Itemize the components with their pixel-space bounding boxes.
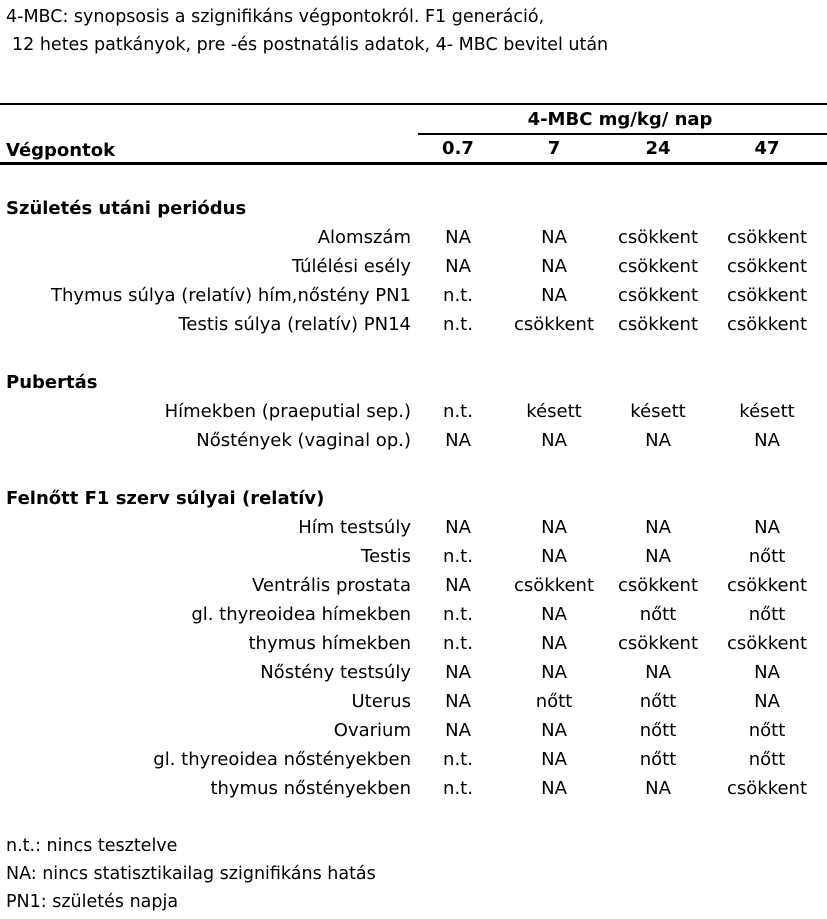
table-cell: csökkent [726, 778, 808, 799]
table-cell: NA [645, 430, 671, 451]
table-cell: csökkent [617, 314, 699, 335]
row-label: Nőstény testsúly [260, 662, 411, 683]
row-label: Ovarium [333, 720, 411, 741]
table-cell: csökkent [617, 633, 699, 654]
table-cell: csökkent [617, 285, 699, 306]
table-cell: nőtt [748, 720, 786, 741]
table-cell: NA [541, 604, 567, 625]
row-label: Hímekben (praeputial sep.) [164, 401, 411, 422]
document-title-line-2: 12 hetes patkányok, pre -és postnatális adatok, 4- MBC bevitel után [12, 35, 609, 55]
table-cell: NA [754, 691, 780, 712]
endpoints-header: Végpontok [6, 140, 116, 161]
table-cell: NA [445, 720, 471, 741]
dose-header-2: 24 [645, 138, 671, 159]
table-cell: NA [445, 575, 471, 596]
row-label: Túlélési esély [291, 256, 411, 277]
table-cell: NA [541, 662, 567, 683]
document-title-line-1: 4-MBC: synopsosis a szignifikáns végpontokról. F1 generáció, [6, 7, 545, 27]
table-cell: csökkent [617, 227, 699, 248]
table-cell: csökkent [513, 314, 595, 335]
table-cell: csökkent [726, 256, 808, 277]
table-cell: csökkent [617, 575, 699, 596]
table-cell: n.t. [443, 778, 473, 799]
table-cell: késett [630, 401, 686, 422]
note-na: NA: nincs statisztikailag szignifikáns hatás [6, 864, 376, 884]
row-label: Alomszám [317, 227, 411, 248]
row-label: Hím testsúly [298, 517, 411, 538]
table-cell: nőtt [639, 691, 677, 712]
table-cell: csökkent [726, 633, 808, 654]
row-label: Thymus súlya (relatív) hím,nőstény PN1 [50, 285, 411, 306]
section-title: Felnőtt F1 szerv súlyai (relatív) [6, 488, 325, 509]
table-cell: NA [754, 517, 780, 538]
table-cell: nőtt [639, 604, 677, 625]
row-label: gl. thyreoidea hímekben [191, 604, 411, 625]
table-cell: NA [541, 430, 567, 451]
table-cell: csökkent [617, 256, 699, 277]
row-label: Testis súlya (relatív) PN14 [178, 314, 411, 335]
table-cell: NA [445, 227, 471, 248]
dose-group-header: 4-MBC mg/kg/ nap [527, 109, 713, 130]
table-cell: NA [645, 778, 671, 799]
table-cell: NA [445, 662, 471, 683]
table-cell: NA [445, 517, 471, 538]
row-label: Testis [361, 546, 411, 567]
table-cell: csökkent [726, 227, 808, 248]
table-cell: csökkent [513, 575, 595, 596]
row-label: thymus hímekben [248, 633, 411, 654]
row-label: Nőstények (vaginal op.) [196, 430, 411, 451]
table-cell: NA [445, 691, 471, 712]
dose-header-3: 47 [754, 138, 780, 159]
table-cell: késett [526, 401, 582, 422]
table-cell: nőtt [748, 604, 786, 625]
table-cell: NA [541, 720, 567, 741]
row-label: Uterus [351, 691, 411, 712]
table-cell: NA [754, 662, 780, 683]
table-cell: NA [541, 285, 567, 306]
table-cell: n.t. [443, 546, 473, 567]
table-cell: n.t. [443, 314, 473, 335]
table-cell: késett [739, 401, 795, 422]
table-cell: NA [645, 662, 671, 683]
table-cell: NA [541, 227, 567, 248]
table-cell: n.t. [443, 633, 473, 654]
table-cell: NA [541, 749, 567, 770]
table-cell: NA [541, 256, 567, 277]
table-cell: nőtt [748, 749, 786, 770]
table-top-rule [0, 103, 827, 105]
table-cell: csökkent [726, 575, 808, 596]
note-pn1: PN1: születés napja [6, 892, 179, 912]
dose-header-1: 7 [547, 138, 561, 159]
table-cell: nőtt [535, 691, 573, 712]
row-label: Ventrális prostata [252, 575, 411, 596]
note-nt: n.t.: nincs tesztelve [6, 836, 178, 856]
header-bottom-rule [0, 162, 827, 165]
dose-group-rule [418, 133, 827, 135]
section-title: Születés utáni periódus [6, 198, 247, 219]
table-cell: NA [645, 546, 671, 567]
table-cell: n.t. [443, 285, 473, 306]
table-cell: NA [541, 517, 567, 538]
table-cell: NA [754, 430, 780, 451]
table-cell: NA [445, 256, 471, 277]
row-label: thymus nőstényekben [210, 778, 411, 799]
table-cell: csökkent [726, 314, 808, 335]
table-cell: nőtt [748, 546, 786, 567]
table-cell: n.t. [443, 749, 473, 770]
table-cell: NA [541, 778, 567, 799]
table-cell: n.t. [443, 401, 473, 422]
row-label: gl. thyreoidea nőstényekben [153, 749, 411, 770]
table-cell: NA [645, 517, 671, 538]
table-cell: NA [541, 633, 567, 654]
table-cell: nőtt [639, 720, 677, 741]
section-title: Pubertás [6, 372, 98, 393]
table-cell: NA [445, 430, 471, 451]
table-cell: NA [541, 546, 567, 567]
table-cell: csökkent [726, 285, 808, 306]
table-cell: n.t. [443, 604, 473, 625]
dose-header-0: 0.7 [442, 138, 474, 159]
table-cell: nőtt [639, 749, 677, 770]
